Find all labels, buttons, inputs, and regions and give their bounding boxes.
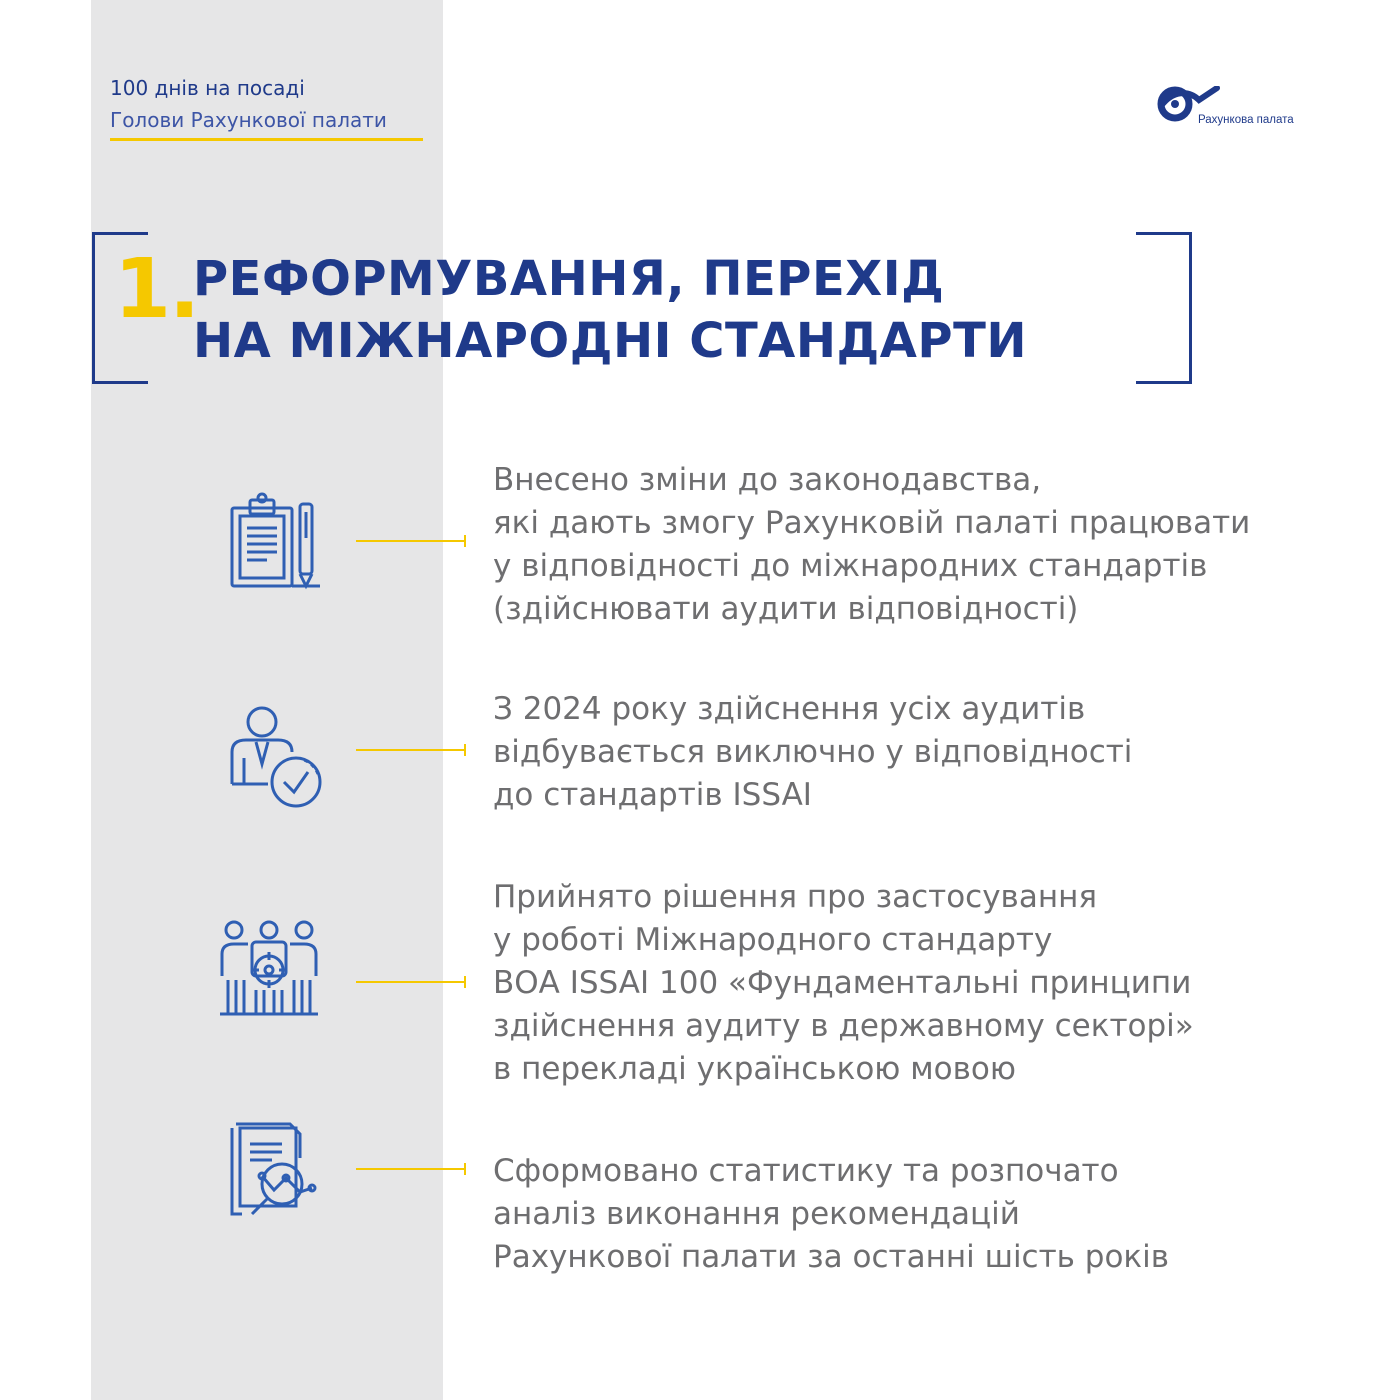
documents-analysis-icon [222, 1118, 332, 1228]
section-title-line-1: РЕФОРМУВАННЯ, ПЕРЕХІД [193, 251, 945, 307]
section-title [193, 248, 1027, 372]
item-line: до стандартів ISSAI [493, 777, 812, 813]
item-text-2 [493, 688, 1373, 817]
item-line: Рахункової палати за останні шість років [493, 1239, 1170, 1275]
connector-line [356, 540, 466, 542]
header-line-2: Голови Рахункової палати [110, 108, 387, 132]
person-check-icon [222, 702, 332, 812]
item-text-4 [493, 1150, 1373, 1279]
item-text-3 [493, 876, 1373, 1091]
section-title-line-2: НА МІЖНАРОДНІ СТАНДАРТИ [193, 313, 1027, 369]
item-line: в перекладі українською мовою [493, 1051, 1016, 1087]
connector-line [356, 981, 466, 983]
item-line: Прийнято рішення про застосування [493, 879, 1098, 915]
header-line-1: 100 днів на посаді [110, 76, 305, 100]
item-line: які дають змогу Рахунковій палаті працювати [493, 505, 1251, 541]
header-underline [110, 138, 423, 141]
item-line: відбувається виключно у відповідності [493, 734, 1133, 770]
item-line: ВОА ISSAI 100 «Фундаментальні принципи [493, 965, 1192, 1001]
item-line: аналіз виконання рекомендацій [493, 1196, 1020, 1232]
title-bracket-right [1136, 232, 1192, 384]
logo-text: Рахункова палата [1198, 114, 1294, 126]
item-line: Сформовано статистику та розпочато [493, 1153, 1119, 1189]
item-line: (здійснювати аудити відповідності) [493, 591, 1079, 627]
clipboard-pen-icon [222, 490, 332, 600]
item-line: у відповідності до міжнародних стандартів [493, 548, 1208, 584]
item-text-1 [493, 459, 1373, 631]
item-line: здійснення аудиту в державному секторі» [493, 1008, 1194, 1044]
connector-line [356, 1168, 466, 1170]
connector-line [356, 749, 466, 751]
item-line: у роботі Міжнародного стандарту [493, 922, 1053, 958]
header-caption [110, 72, 387, 136]
section-number: 1. [114, 242, 199, 337]
item-line: Внесено зміни до законодавства, [493, 462, 1042, 498]
team-target-icon [214, 918, 324, 1028]
item-line: З 2024 року здійснення усіх аудитів [493, 691, 1086, 727]
